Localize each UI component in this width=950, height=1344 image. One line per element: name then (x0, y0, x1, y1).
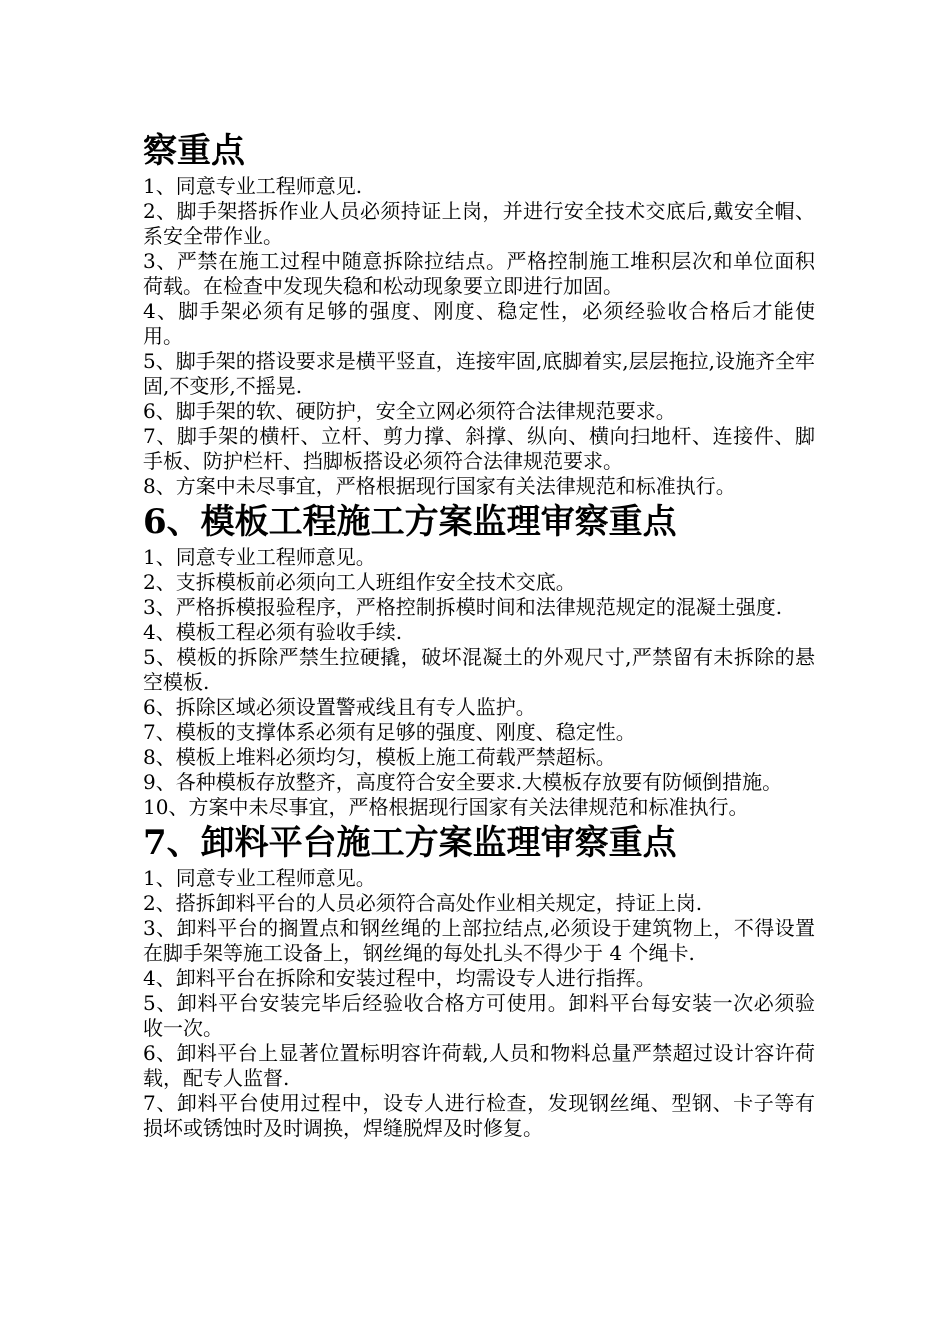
list-item: 8、模板上堆料必须均匀，模板上施工荷载严禁超标。 (143, 745, 616, 769)
list-item: 5、卸料平台安装完毕后经验收合格方可使用。卸料平台每安装一次必须验收一次。 (143, 991, 815, 1040)
list-item: 1、同意专业工程师意见。 (143, 545, 376, 569)
list-item: 6、拆除区域必须设置警戒线且有专人监护。 (143, 695, 536, 719)
section-heading: 6、模板工程施工方案监理审察重点 (143, 502, 677, 542)
list-item: 9、各种模板存放整齐，高度符合安全要求.大模板存放要有防倾倒措施。 (143, 770, 783, 794)
document-page (143, 128, 815, 1141)
list-item: 6、卸料平台上显著位置标明容许荷载,人员和物料总量严禁超过设计容许荷载，配专人监督. (143, 1041, 815, 1090)
section-heading: 察重点 (143, 131, 245, 171)
list-item: 3、严格拆模报验程序，严格控制拆模时间和法律规范规定的混凝土强度. (143, 595, 783, 619)
section-heading: 7、卸料平台施工方案监理审察重点 (143, 823, 677, 863)
list-item: 3、严禁在施工过程中随意拆除拉结点。严格控制施工堆积层次和单位面积荷载。在检查中发现失稳和松动现象要立即进行加固。 (143, 249, 815, 298)
list-item: 10、方案中未尽事宜，严格根据现行国家有关法律规范和标准执行。 (143, 795, 749, 819)
list-item: 4、模板工程必须有验收手续. (143, 620, 403, 644)
list-item: 3、卸料平台的搁置点和钢丝绳的上部拉结点,必须设于建筑物上，不得设置在脚手架等施工设备上，钢丝绳的每处扎头不得少于 4 个绳卡. (143, 916, 815, 965)
list-item: 4、卸料平台在拆除和安装过程中，均需设专人进行指挥。 (143, 966, 656, 990)
list-item: 7、卸料平台使用过程中，设专人进行检查，发现钢丝绳、型钢、卡子等有损坏或锈蚀时及时调换，焊缝脱焊及时修复。 (143, 1091, 815, 1140)
list-item: 7、脚手架的横杆、立杆、剪力撑、斜撑、纵向、横向扫地杆、连接件、脚手板、防护栏杆、挡脚板搭设必须符合法律规范要求。 (143, 424, 815, 473)
list-item: 2、搭拆卸料平台的人员必须符合高处作业相关规定，持证上岗. (143, 891, 703, 915)
list-item: 2、脚手架搭拆作业人员必须持证上岗，并进行安全技术交底后,戴安全帽、系安全带作业。 (143, 199, 815, 248)
list-item: 6、脚手架的软、硬防护，安全立网必须符合法律规范要求。 (143, 399, 676, 423)
list-item: 1、同意专业工程师意见。 (143, 866, 376, 890)
list-item: 7、模板的支撑体系必须有足够的强度、刚度、稳定性。 (143, 720, 636, 744)
list-item: 2、支拆模板前必须向工人班组作安全技术交底。 (143, 570, 576, 594)
list-item: 1、同意专业工程师意见. (143, 174, 363, 198)
list-item: 8、方案中未尽事宜，严格根据现行国家有关法律规范和标准执行。 (143, 474, 736, 498)
list-item: 4、脚手架必须有足够的强度、刚度、稳定性，必须经验收合格后才能使用。 (143, 299, 815, 348)
section-formwork (143, 499, 815, 820)
list-item: 5、模板的拆除严禁生拉硬撬，破坏混凝土的外观尺寸,严禁留有未拆除的悬空模板. (143, 645, 815, 694)
list-item: 5、脚手架的搭设要求是横平竖直，连接牢固,底脚着实,层层拖拉,设施齐全牢固,不变形,不摇晃. (143, 349, 815, 398)
section-unloading-platform (143, 820, 815, 1141)
section-scaffold (143, 128, 815, 499)
